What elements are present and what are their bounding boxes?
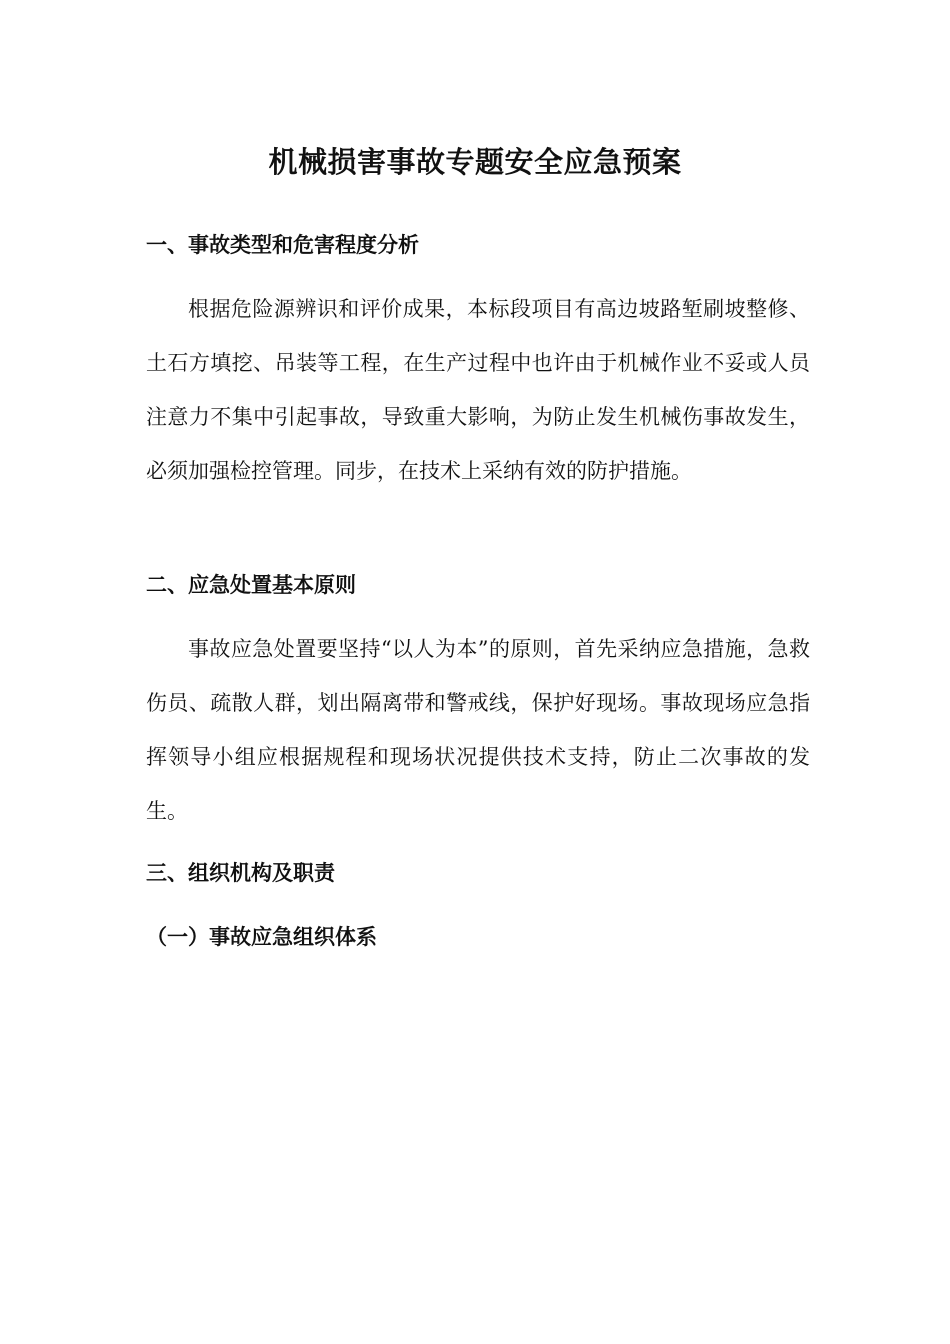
document-title: 机械损害事故专题安全应急预案 <box>268 145 682 179</box>
section-heading-2: 二、应急处置基本原则 <box>146 572 356 597</box>
section-paragraph-1: 根据危险源辨识和评价成果，本标段项目有高边坡路堑刷坡整修、土石方填挖、吊装等工程，在生产过程中也许由于机械作业不妥或人员注意力不集中引起事故，导致重大影响，为防止发生机械伤事故发生，必须加强检控管理。同步，在技术上采纳有效的防护措施。 <box>146 297 810 483</box>
subsection-heading: （一）事故应急组织体系 <box>146 924 377 949</box>
section-paragraph-2: 事故应急处置要坚持“以人为本”的原则，首先采纳应急措施，急救伤员、疏散人群，划出隔离带和警戒线，保护好现场。事故现场应急指挥领导小组应根据规程和现场状况提供技术支持，防止二次事故的发生。 <box>146 637 810 823</box>
section-heading-1: 一、事故类型和危害程度分析 <box>146 232 419 257</box>
section-heading-3: 三、组织机构及职责 <box>146 860 335 885</box>
